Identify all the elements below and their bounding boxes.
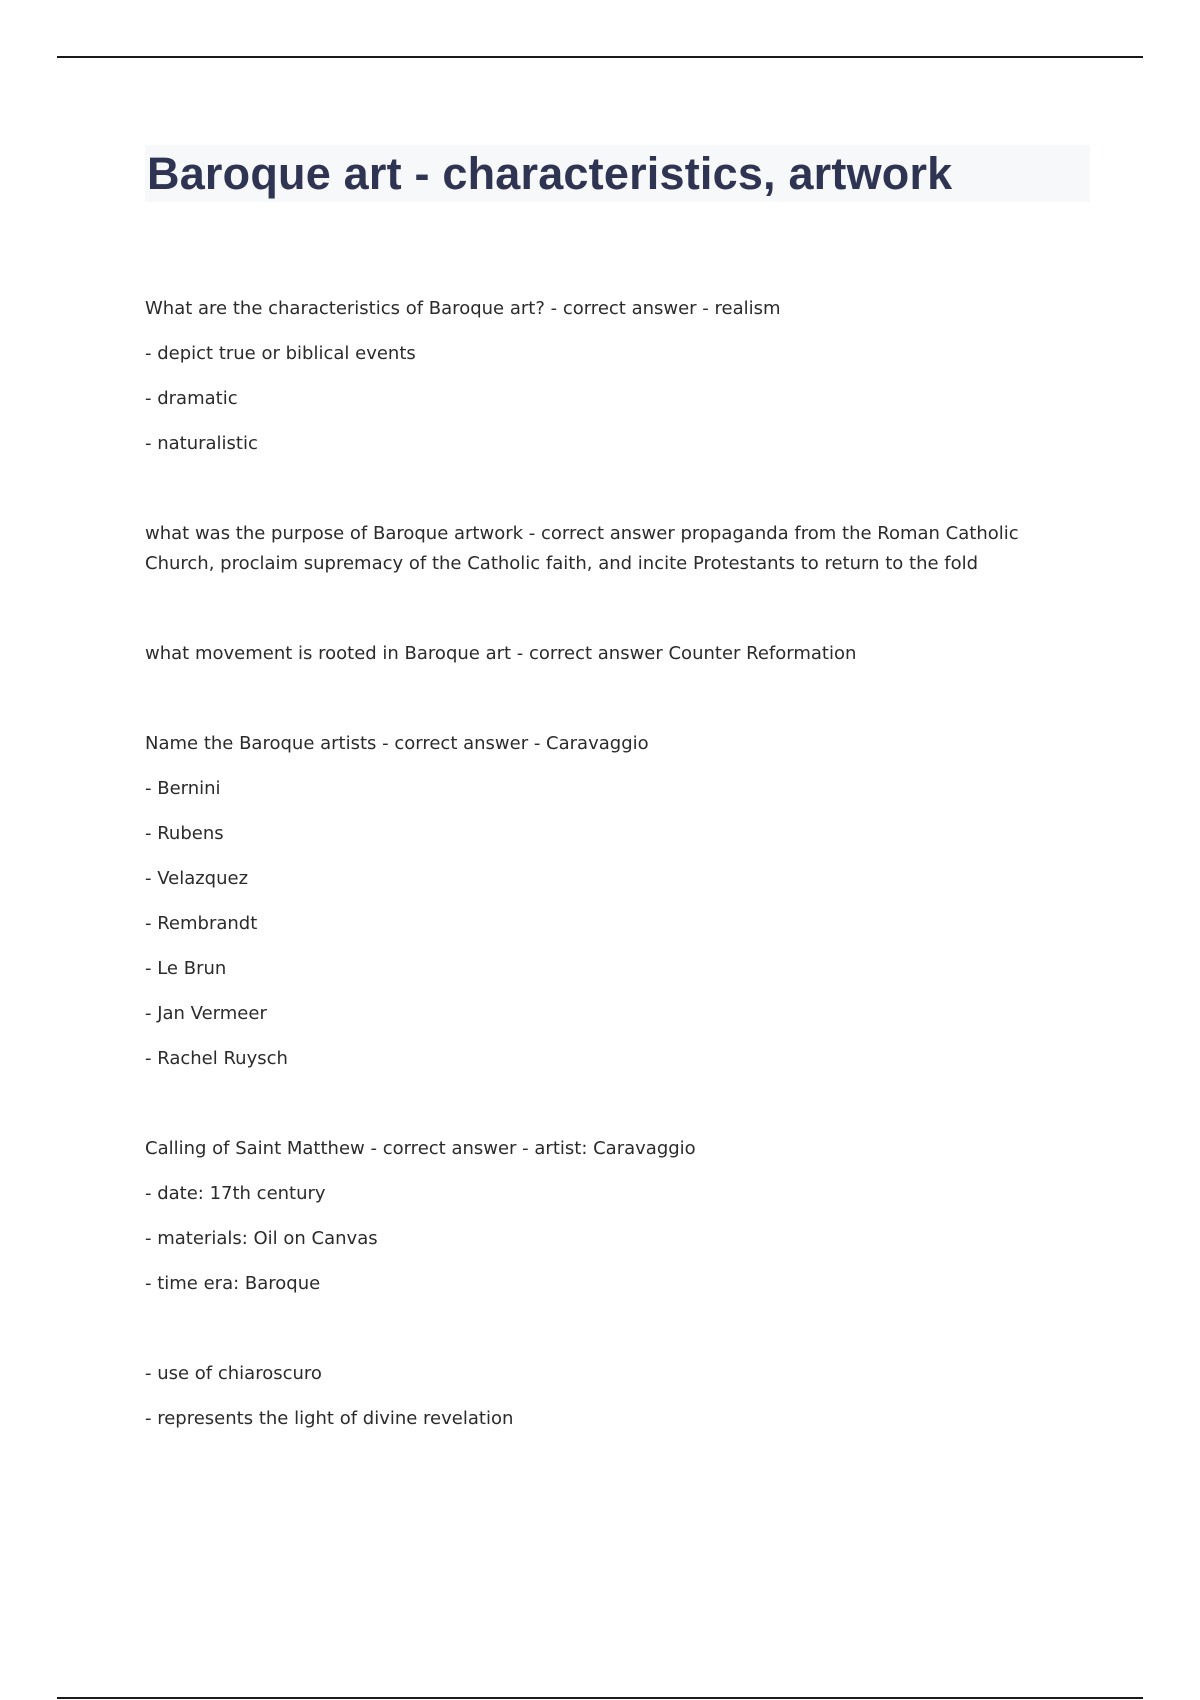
bottom-rule: [57, 1697, 1143, 1699]
title-box: [145, 145, 1090, 202]
document-title: Baroque art - characteristics, artwork: [147, 148, 953, 199]
qa-line: what movement is rooted in Baroque art - correct answer Counter Reformation: [145, 643, 857, 664]
list-item: - Le Brun: [145, 958, 227, 979]
qa-line: - dramatic: [145, 388, 238, 409]
qa-paragraph: what was the purpose of Baroque artwork - correct answer propaganda from the Roman Catholic Church, proclaim supremacy of the Catholic faith, and incite Protestants to return to the fold: [145, 523, 1019, 574]
list-item: - Rembrandt: [145, 913, 258, 934]
qa-line: What are the characteristics of Baroque art? - correct answer - realism: [145, 298, 781, 319]
document-body: [145, 294, 1085, 1434]
list-item: - Rachel Ruysch: [145, 1048, 288, 1069]
list-item: - Jan Vermeer: [145, 1003, 267, 1024]
list-item: - time era: Baroque: [145, 1273, 321, 1294]
list-item: - Rubens: [145, 823, 224, 844]
qa-line: Name the Baroque artists - correct answer - Caravaggio: [145, 733, 649, 754]
qa-block-characteristics: [145, 294, 1085, 459]
list-item: - date: 17th century: [145, 1183, 326, 1204]
qa-line: - depict true or biblical events: [145, 343, 416, 364]
qa-block-artists: [145, 729, 1085, 1074]
list-item: - use of chiaroscuro: [145, 1363, 322, 1384]
list-item: - Bernini: [145, 778, 221, 799]
list-item: - represents the light of divine revelation: [145, 1408, 514, 1429]
list-item: - Velazquez: [145, 868, 249, 889]
qa-line: Calling of Saint Matthew - correct answer - artist: Caravaggio: [145, 1138, 696, 1159]
qa-block-calling-of-saint-matthew: [145, 1134, 1085, 1434]
qa-line: - naturalistic: [145, 433, 258, 454]
qa-block-movement: [145, 639, 1085, 669]
top-rule: [57, 56, 1143, 58]
list-item: - materials: Oil on Canvas: [145, 1228, 378, 1249]
qa-block-purpose: [145, 519, 1085, 579]
